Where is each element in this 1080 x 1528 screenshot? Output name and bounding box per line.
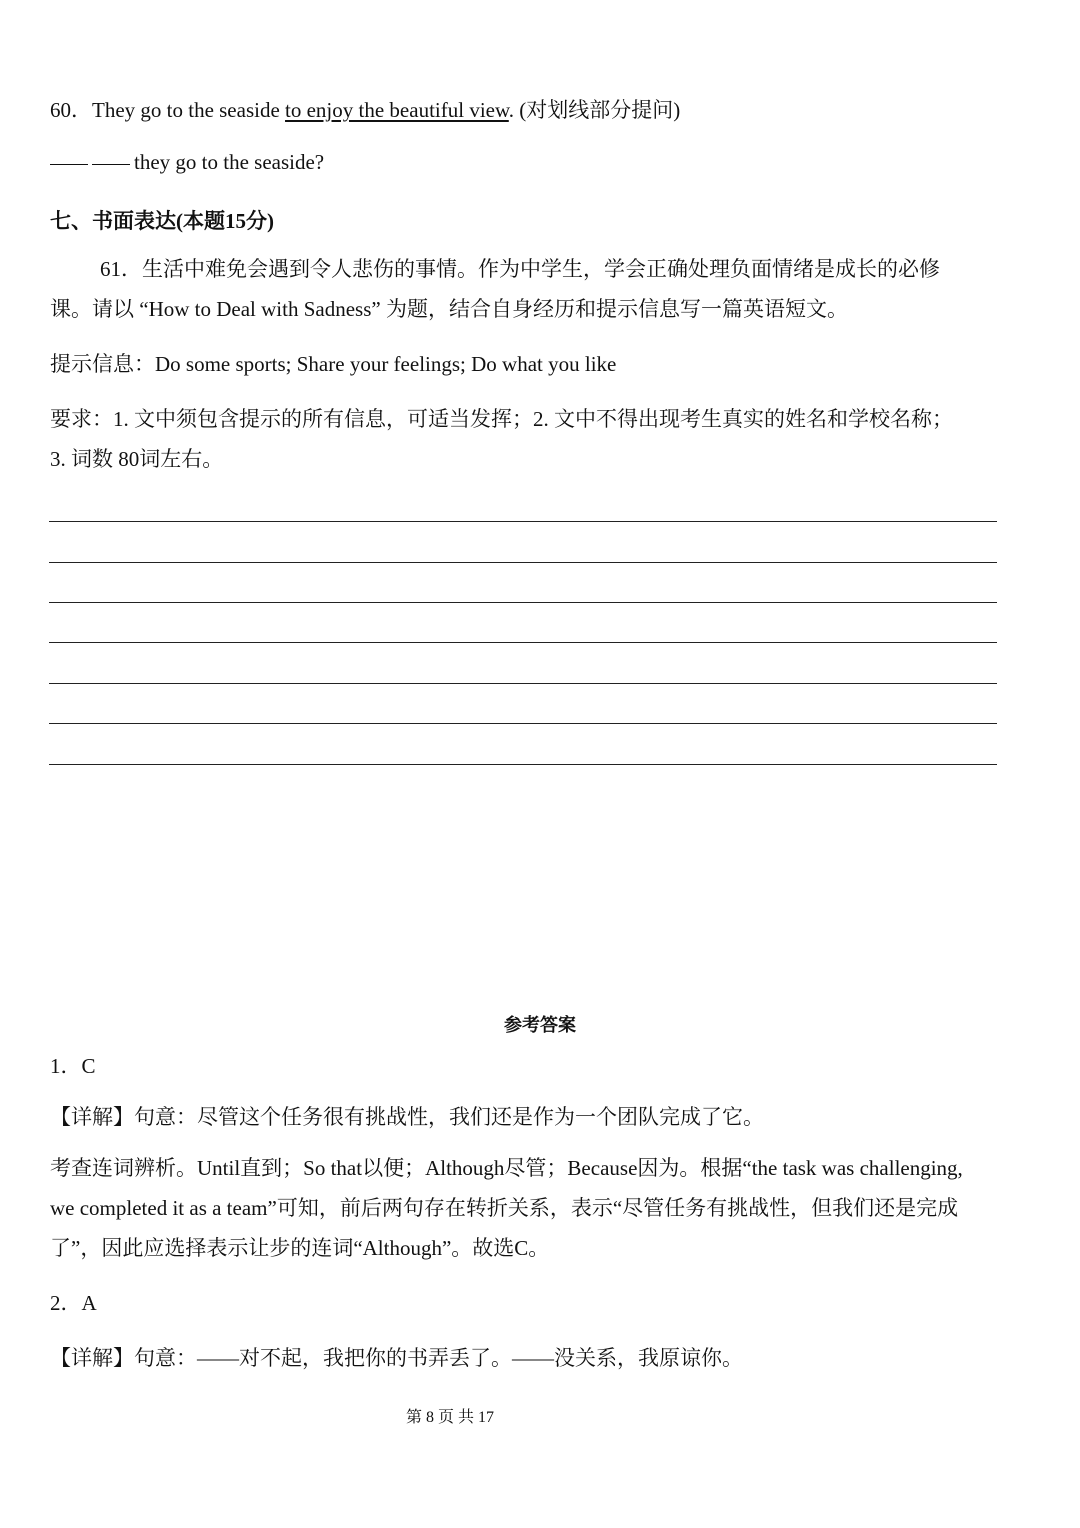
question-60-answer-suffix: they go to the seaside? xyxy=(134,150,325,174)
page-footer: 第 8 页 共 17 xyxy=(405,1409,494,1426)
question-61-requirements-line1: 要求：1. 文中须包含提示的所有信息，可适当发挥；2. 文中不得出现考生真实的姓名和学校名称； xyxy=(50,407,953,431)
writing-line-5[interactable] xyxy=(49,683,997,684)
question-60-underlined: to enjoy the beautiful view xyxy=(285,98,509,122)
writing-line-3[interactable] xyxy=(49,602,997,603)
question-60 xyxy=(50,94,680,124)
writing-line-4[interactable] xyxy=(49,642,997,643)
question-60-text: They go to the seaside xyxy=(92,98,286,122)
section-7-heading: 七、书面表达(本题15分) xyxy=(50,209,274,233)
answer-1-explanation-line3: 了”，因此应选择表示让步的连词“Although”。故选C。 xyxy=(50,1236,550,1260)
question-60-instruction: . (对划线部分提问) xyxy=(508,98,681,122)
answer-blank-1[interactable] xyxy=(50,164,88,165)
question-61-hint: 提示信息：Do some sports; Share your feelings; Do what you like xyxy=(50,352,617,376)
writing-line-7[interactable] xyxy=(49,764,997,765)
question-61-requirements-line2: 3. 词数 80词左右。 xyxy=(50,447,224,471)
answers-title: 参考答案 xyxy=(504,1015,576,1035)
answer-1-label: 1．C xyxy=(50,1054,96,1078)
answer-1-explanation-line2: we completed it as a team”可知，前后两句存在转折关系，表示“尽管任务有挑战性，但我们还是完成 xyxy=(50,1196,959,1220)
writing-line-6[interactable] xyxy=(49,723,997,724)
answer-1-explanation-line1: 考查连词辨析。Until直到；So that以便；Although尽管；Because因为。根据“the task was challenging, xyxy=(50,1156,963,1180)
writing-line-1[interactable] xyxy=(49,521,997,522)
question-60-number: 60． xyxy=(50,98,92,122)
question-60-answer-line xyxy=(50,150,324,175)
answer-2-label: 2．A xyxy=(50,1291,97,1315)
question-61-line1: 61．生活中难免会遇到令人悲伤的事情。作为中学生，学会正确处理负面情绪是成长的必修 xyxy=(100,257,940,281)
question-61-line2: 课。请以 “How to Deal with Sadness” 为题，结合自身经历和提示信息写一篇英语短文。 xyxy=(50,297,848,321)
writing-line-2[interactable] xyxy=(49,562,997,563)
answer-blank-2[interactable] xyxy=(92,164,130,165)
answer-1-detail: 【详解】句意：尽管这个任务很有挑战性，我们还是作为一个团队完成了它。 xyxy=(50,1105,764,1129)
answer-2-detail: 【详解】句意：——对不起，我把你的书弄丢了。——没关系，我原谅你。 xyxy=(50,1346,743,1370)
